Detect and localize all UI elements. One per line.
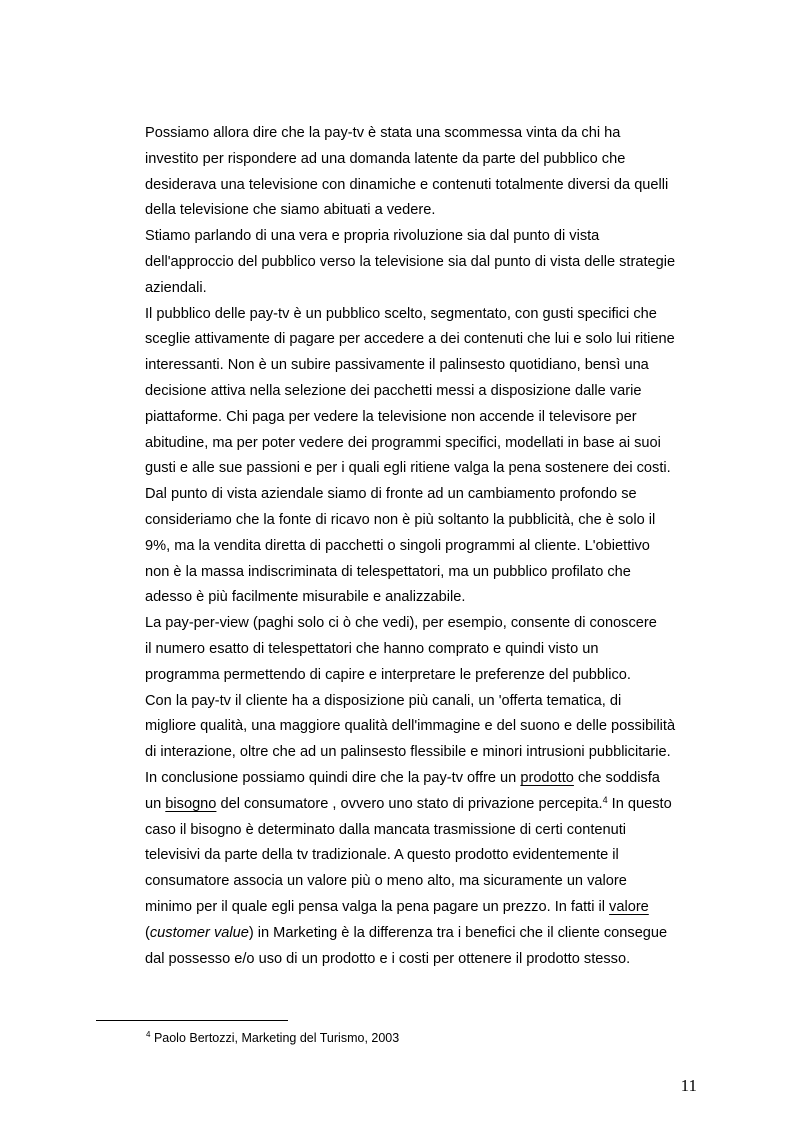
text-line: Stiamo parlando di una vera e propria rivoluzione sia dal punto di vista xyxy=(145,228,600,245)
text-line: consumatore associa un valore più o meno alto, ma sicuramente un valore xyxy=(145,873,627,890)
text-line: piattaforme. Chi paga per vedere la televisione non accende il televisore per xyxy=(145,408,637,425)
body-text xyxy=(145,121,685,972)
text-segment: un xyxy=(145,795,166,812)
text-line: Possiamo allora dire che la pay-tv è stata una scommessa vinta da chi ha xyxy=(145,125,621,141)
text-line: caso il bisogno è determinato dalla mancata trasmissione di certi contenuti xyxy=(145,821,627,838)
text-line: interessanti. Non è un subire passivamente il palinsesto quotidiano, bensì una xyxy=(145,357,649,374)
text-line xyxy=(145,921,685,947)
underlined-term-prodotto: prodotto xyxy=(520,769,574,786)
text-line: adesso è più facilmente misurabile e analizzabile. xyxy=(145,589,466,606)
footnote-marker: 4 xyxy=(146,1030,151,1039)
text-line: 9%, ma la vendita diretta di pacchetti o singoli programmi al cliente. L'obiettivo xyxy=(145,537,650,554)
text-line: La pay-per-view (paghi solo ci ò che vedi), per esempio, consente di conoscere xyxy=(145,615,657,632)
italic-term: customer value xyxy=(149,924,249,941)
footnote-reference[interactable]: 4 xyxy=(602,794,608,805)
text-line: Dal punto di vista aziendale siamo di fronte ad un cambiamento profondo se xyxy=(145,486,637,503)
text-line: abitudine, ma per poter vedere dei programmi specifici, modellati in base ai suoi xyxy=(145,434,661,451)
page-number: 11 xyxy=(680,1076,697,1095)
underlined-term-bisogno: bisogno xyxy=(165,795,217,812)
text-line: dell'approccio del pubblico verso la televisione sia dal punto di vista delle strategie xyxy=(145,253,676,270)
text-segment: In questo xyxy=(607,795,672,812)
underlined-term-valore: valore xyxy=(609,898,649,915)
text-line: della televisione che siamo abituati a vedere. xyxy=(145,202,436,219)
footnote-separator xyxy=(96,1020,288,1021)
text-segment: ) in Marketing è la differenza tra i benefici che il cliente consegue xyxy=(248,924,668,941)
text-line xyxy=(145,895,685,921)
text-line: di interazione, oltre che ad un palinsesto flessibile e minori intrusioni pubblicitarie. xyxy=(145,744,671,761)
text-line: programma permettendo di capire e interpretare le preferenze del pubblico. xyxy=(145,666,631,683)
footnote xyxy=(146,1031,399,1045)
text-line: desiderava una televisione con dinamiche e contenuti totalmente diversi da quelli xyxy=(145,176,669,193)
footnote-text: Paolo Bertozzi, Marketing del Turismo, 2003 xyxy=(153,1031,400,1045)
text-line: decisione attiva nella selezione dei pacchetti messi a disposizione dalle varie xyxy=(145,382,642,399)
text-line: Con la pay-tv il cliente ha a disposizione più canali, un 'offerta tematica, di xyxy=(145,692,622,709)
text-segment: minimo per il quale egli pensa valga la pena pagare un prezzo. In fatti il xyxy=(145,898,610,915)
text-line: il numero esatto di telespettatori che hanno comprato e quindi visto un xyxy=(145,640,599,657)
text-line: dal possesso e/o uso di un prodotto e i costi per ottenere il prodotto stesso. xyxy=(145,950,631,967)
text-line: televisivi da parte della tv tradizionale. A questo prodotto evidentemente il xyxy=(145,847,619,864)
text-line xyxy=(145,792,685,818)
text-line: investito per rispondere ad una domanda latente da parte del pubblico che xyxy=(145,150,626,167)
text-segment: del consumatore , ovvero uno stato di privazione percepita. xyxy=(216,795,603,812)
text-segment: In conclusione possiamo quindi dire che la pay-tv offre un xyxy=(145,769,521,786)
text-segment: ( xyxy=(145,924,150,941)
text-line: non è la massa indiscriminata di telespettatori, ma un pubblico profilato che xyxy=(145,563,631,580)
text-line: sceglie attivamente di pagare per accedere a dei contenuti che lui e solo lui ritiene xyxy=(145,331,675,348)
text-line: gusti e alle sue passioni e per i quali egli ritiene valga la pena sostenere dei costi. xyxy=(145,460,671,477)
text-line: consideriamo che la fonte di ricavo non è più soltanto la pubblicità, che è solo il xyxy=(145,511,656,528)
text-line xyxy=(145,766,685,792)
text-line: Il pubblico delle pay-tv è un pubblico scelto, segmentato, con gusti specifici che xyxy=(145,305,657,322)
text-segment: che soddisfa xyxy=(573,769,660,786)
text-line: aziendali. xyxy=(145,279,207,296)
text-line: migliore qualità, una maggiore qualità dell'immagine e del suono e delle possibilità xyxy=(145,718,676,735)
